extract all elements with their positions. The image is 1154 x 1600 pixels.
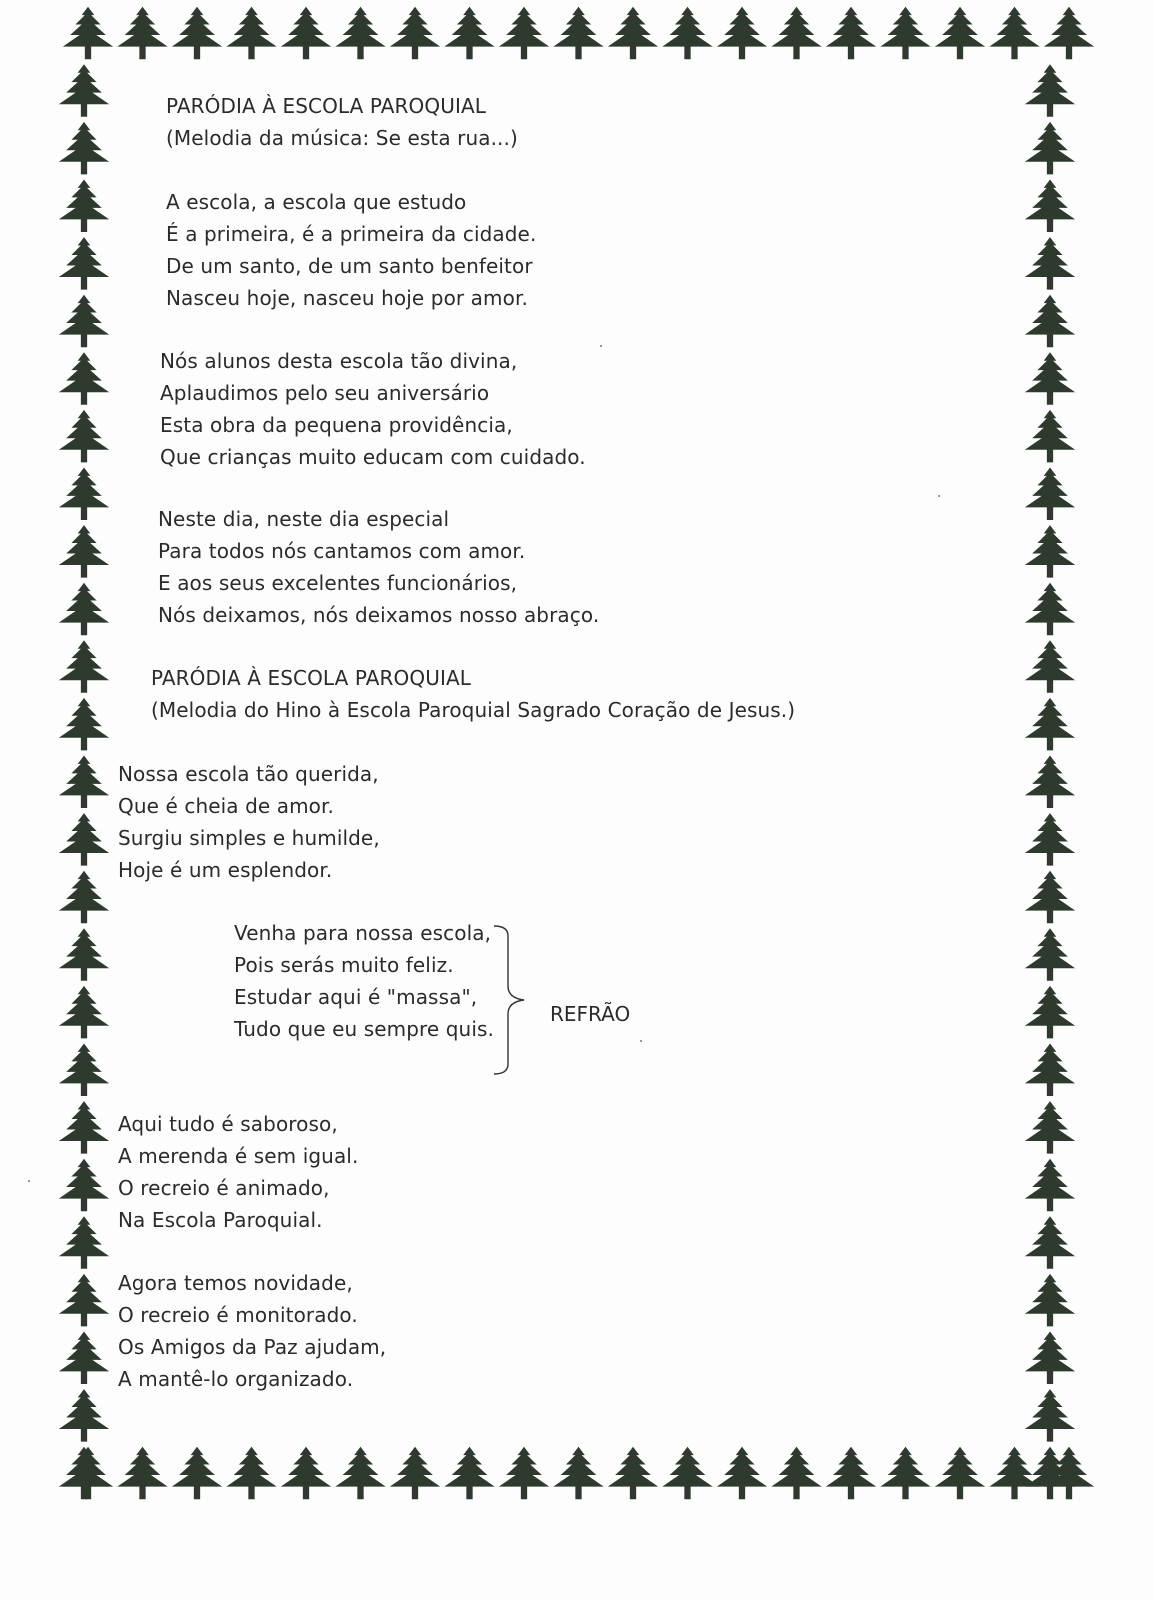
pine-tree-icon (1025, 525, 1075, 578)
pine-tree-icon (608, 7, 658, 59)
pine-tree-icon (226, 7, 276, 59)
pine-tree-icon (499, 7, 549, 59)
pine-tree-icon (1025, 122, 1075, 174)
verse-line: A escola, a escola que estudo (166, 190, 467, 214)
pine-tree-icon (1025, 1044, 1075, 1097)
parody-1-stanza-2 (160, 345, 586, 473)
verse-line: A mantê-lo organizado. (118, 1367, 354, 1391)
parody-1-stanza-3 (158, 503, 599, 631)
pine-tree-icon (771, 7, 821, 59)
refrain-line: Venha para nossa escola, (234, 921, 492, 945)
pine-tree-icon (989, 7, 1039, 59)
refrain-line: Estudar aqui é "massa", (234, 985, 478, 1009)
parody-1-title: PARÓDIA À ESCOLA PAROQUIAL (166, 94, 486, 118)
pine-tree-icon (59, 237, 109, 290)
pine-tree-icon (553, 1447, 603, 1500)
pine-tree-icon (59, 525, 109, 578)
refrain-block (234, 917, 494, 1045)
pine-tree-icon (59, 352, 109, 405)
pine-tree-icon (880, 7, 930, 59)
pine-tree-icon (117, 7, 167, 59)
pine-tree-icon (59, 871, 109, 924)
pine-tree-icon (59, 1159, 109, 1212)
parody-1-subtitle: (Melodia da música: Se esta rua...) (166, 126, 518, 150)
pine-tree-icon (59, 295, 109, 348)
pine-tree-icon (390, 1447, 440, 1500)
pine-tree-icon (1025, 583, 1075, 636)
pine-tree-icon (335, 1447, 385, 1500)
pine-tree-icon (281, 1447, 331, 1500)
pine-tree-icon (608, 1447, 658, 1500)
pine-tree-icon (1025, 871, 1075, 924)
pine-tree-icon (1025, 1274, 1075, 1327)
pine-tree-icon (281, 7, 331, 59)
pine-tree-icon (935, 7, 985, 59)
pine-tree-icon (1025, 640, 1075, 693)
pine-tree-icon (1025, 1159, 1075, 1212)
verse-line: A merenda é sem igual. (118, 1144, 359, 1168)
pine-tree-icon (59, 410, 109, 463)
pine-tree-icon (1025, 1332, 1075, 1385)
pine-tree-icon (1025, 1389, 1075, 1442)
verse-line: Surgiu simples e humilde, (118, 826, 380, 850)
verse-line: Esta obra da pequena providência, (160, 413, 513, 437)
pine-tree-icon (59, 813, 109, 866)
verse-line: Agora temos novidade, (118, 1271, 353, 1295)
verse-line: E aos seus excelentes funcionários, (158, 571, 518, 595)
verse-line: Na Escola Paroquial. (118, 1208, 323, 1232)
pine-tree-icon (553, 7, 603, 59)
verse-line: O recreio é monitorado. (118, 1303, 358, 1327)
pine-tree-icon (1025, 180, 1075, 233)
pine-tree-icon (1025, 813, 1075, 866)
pine-tree-icon (59, 122, 109, 174)
pine-tree-icon (444, 1447, 494, 1500)
pine-tree-icon (499, 1447, 549, 1500)
pine-tree-icon (1025, 1101, 1075, 1154)
parody-2-stanza-3 (118, 1267, 386, 1395)
pine-tree-icon (59, 468, 109, 521)
refrain-line: Tudo que eu sempre quis. (234, 1017, 494, 1041)
pine-tree-icon (59, 640, 109, 693)
pine-tree-icon (1025, 237, 1075, 290)
pine-tree-icon (59, 756, 109, 809)
pine-tree-icon (935, 1447, 985, 1500)
pine-tree-icon (717, 1447, 767, 1500)
pine-tree-icon (172, 1447, 222, 1500)
verse-line: Aqui tudo é saboroso, (118, 1112, 338, 1136)
pine-tree-icon (826, 1447, 876, 1500)
scan-speck (938, 495, 940, 497)
verse-line: Nossa escola tão querida, (118, 762, 379, 786)
pine-tree-icon (444, 7, 494, 59)
pine-tree-icon (59, 986, 109, 1039)
verse-line: De um santo, de um santo benfeitor (166, 254, 533, 278)
pine-tree-icon (59, 1044, 109, 1097)
verse-line: É a primeira, é a primeira da cidade. (166, 222, 537, 246)
verse-line: Os Amigos da Paz ajudam, (118, 1335, 387, 1359)
pine-tree-icon (117, 1447, 167, 1500)
pine-tree-icon (59, 1274, 109, 1327)
parody-1-stanza-1 (166, 186, 536, 314)
pine-tree-icon (1025, 1216, 1075, 1269)
pine-tree-icon (335, 7, 385, 59)
pine-tree-icon (1025, 295, 1075, 348)
pine-tree-icon (771, 1447, 821, 1500)
pine-tree-icon (1025, 468, 1075, 521)
pine-tree-icon (59, 1332, 109, 1385)
verse-line: Para todos nós cantamos com amor. (158, 539, 526, 563)
pine-tree-icon (59, 1101, 109, 1154)
pine-tree-icon (172, 7, 222, 59)
verse-line: Hoje é um esplendor. (118, 858, 333, 882)
scan-speck (600, 345, 602, 347)
pine-tree-icon (989, 1447, 1039, 1500)
pine-tree-icon (662, 1447, 712, 1500)
pine-tree-icon (717, 7, 767, 59)
pine-tree-icon (59, 180, 109, 233)
pine-tree-icon (1025, 410, 1075, 463)
pine-tree-icon (1025, 64, 1075, 116)
verse-line: Que crianças muito educam com cuidado. (160, 445, 586, 469)
pine-tree-icon (59, 698, 109, 751)
pine-tree-icon (1025, 352, 1075, 405)
pine-tree-icon (59, 583, 109, 636)
pine-tree-icon (1044, 7, 1094, 59)
pine-tree-icon (390, 7, 440, 59)
verse-line: Que é cheia de amor. (118, 794, 334, 818)
verse-line: Nasceu hoje, nasceu hoje por amor. (166, 286, 528, 310)
pine-tree-icon (1025, 698, 1075, 751)
pine-tree-icon (662, 7, 712, 59)
pine-tree-icon (59, 64, 109, 116)
verse-line: Aplaudimos pelo seu aniversário (160, 381, 490, 405)
refrain-label: REFRÃO (550, 1002, 631, 1026)
pine-tree-icon (826, 7, 876, 59)
pine-tree-icon (1025, 756, 1075, 809)
pine-tree-icon (59, 928, 109, 981)
verse-line: Neste dia, neste dia especial (158, 507, 450, 531)
pine-tree-icon (226, 1447, 276, 1500)
refrain-line: Pois serás muito feliz. (234, 953, 454, 977)
pine-tree-icon (880, 1447, 930, 1500)
verse-line: Nós deixamos, nós deixamos nosso abraço. (158, 603, 600, 627)
pine-tree-icon (1025, 986, 1075, 1039)
parody-2-stanza-1 (118, 758, 380, 886)
parody-1 (166, 90, 518, 154)
pine-tree-icon (63, 7, 113, 59)
scan-speck (28, 1180, 30, 1182)
verse-line: O recreio é animado, (118, 1176, 330, 1200)
verse-line: Nós alunos desta escola tão divina, (160, 349, 518, 373)
pine-tree-icon (1025, 928, 1075, 981)
parody-2-stanza-2 (118, 1108, 358, 1236)
pine-tree-icon (59, 1389, 109, 1442)
parody-2 (151, 662, 795, 726)
parody-2-title: PARÓDIA À ESCOLA PAROQUIAL (151, 666, 471, 690)
parody-2-subtitle: (Melodia do Hino à Escola Paroquial Sagrado Coração de Jesus.) (151, 698, 796, 722)
pine-tree-icon (59, 1216, 109, 1269)
refrain-brace (494, 924, 534, 1076)
scan-speck (640, 1040, 642, 1042)
